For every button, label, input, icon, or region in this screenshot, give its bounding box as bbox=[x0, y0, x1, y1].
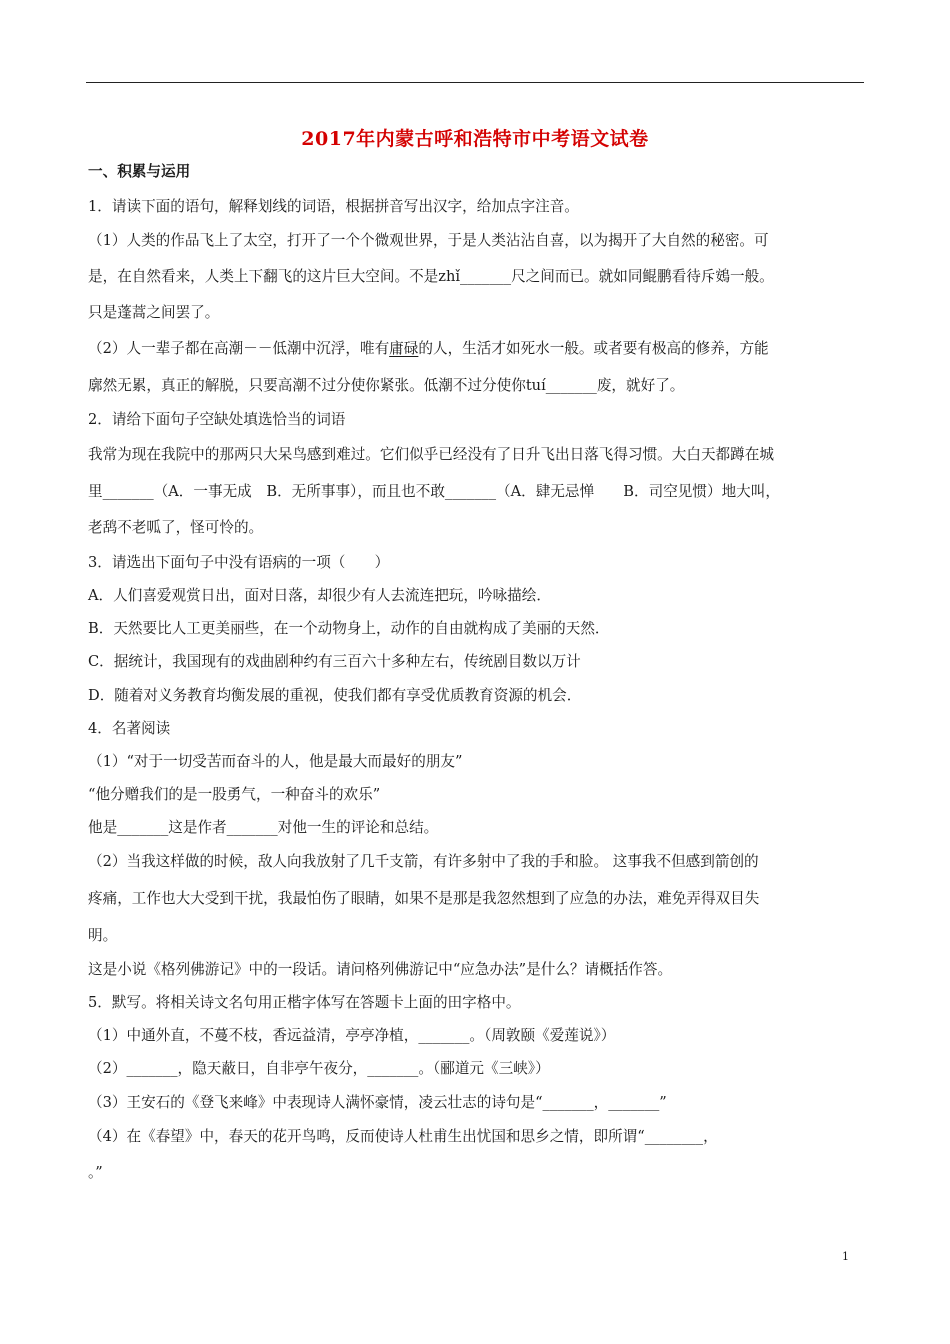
q1-p2-text-b: 的人，生活才如死水一般。或者要有极高的修养，方能 bbox=[418, 340, 769, 357]
q4-p2-line2: 疼痛，工作也大大受到干扰，我最怕伤了眼睛，如果不是那是我忽然想到了应急的办法，难免弄得双目失 bbox=[88, 890, 760, 907]
header-rule bbox=[86, 82, 864, 83]
q5-stem: 5．默写。将相关诗文名句用正楷字体写在答题卡上面的田字格中。 bbox=[88, 994, 521, 1011]
q4-p2-line1: （2）当我这样做的时候，敌人向我放射了几千支箭，有许多射中了我的手和脸。 这事我不但感到箭创的 bbox=[88, 853, 759, 870]
page-title: 2017年内蒙古呼和浩特市中考语文试卷 bbox=[301, 128, 649, 150]
q2-line2: 里_______（A．一事无成 B．无所事事），而且也不敢_______（A．肆无忌惮 B．司空见惯）地大叫， bbox=[88, 483, 780, 500]
q1-p1-line1: （1）人类的作品飞上了太空，打开了一个个微观世界，于是人类沾沾自喜，以为揭开了大自然的秘密。可 bbox=[88, 232, 769, 249]
underlined-word: 庸碌 bbox=[389, 340, 419, 357]
q5-item2: （2）_______，隐天蔽日，自非亭午夜分，_______。（郦道元《三峡》） bbox=[88, 1060, 550, 1077]
q4-p1-line2: “他分赠我们的是一股勇气，一种奋斗的欢乐” bbox=[88, 786, 381, 803]
q1-p1-line3: 只是蓬蒿之间罢了。 bbox=[88, 304, 220, 321]
q2-line1: 我常为现在我院中的那两只大呆鸟感到难过。它们似乎已经没有了日升飞出日落飞得习惯。大白天都蹲在城 bbox=[88, 446, 774, 463]
q2-stem: 2．请给下面句子空缺处填选恰当的词语 bbox=[88, 411, 346, 428]
q1-stem: 1．请读下面的语句，解释划线的词语，根据拼音写出汉字，给加点字注音。 bbox=[88, 198, 579, 215]
q5-item3: （3）王安石的《登飞来峰》中表现诗人满怀豪情，凌云壮志的诗句是“_______，_______” bbox=[88, 1094, 667, 1111]
q4-stem: 4．名著阅读 bbox=[88, 720, 171, 737]
q5-item4-line1: （4）在《春望》中，春天的花开鸟鸣，反而使诗人杜甫生出忧国和思乡之情，即所谓“________， bbox=[88, 1128, 718, 1145]
q1-p2-line2: 廓然无累，真正的解脱，只要高潮不过分使你紧张。低潮不过分使你tuí_______废，就好了。 bbox=[88, 377, 685, 394]
q5-item4-line2: 。” bbox=[88, 1164, 103, 1181]
q4-p2-question: 这是小说《格列佛游记》中的一段话。请问格列佛游记中“应急办法”是什么？请概括作答。 bbox=[88, 961, 673, 978]
q3-option-d: D．随着对义务教育均衡发展的重视，使我们都有享受优质教育资源的机会． bbox=[88, 687, 582, 704]
q1-p2-text-a: （2）人一辈子都在高潮－－低潮中沉浮，唯有 bbox=[88, 340, 390, 357]
page-number: 1 bbox=[842, 1250, 849, 1263]
q4-p2-line3: 明。 bbox=[88, 927, 118, 944]
q3-option-c: C．据统计，我国现有的戏曲剧种约有三百六十多种左右，传统剧目数以万计 bbox=[88, 653, 581, 670]
q5-item1: （1）中通外直，不蔓不枝，香远益清，亭亭净植，_______。（周敦颐《爱莲说》） bbox=[88, 1027, 616, 1044]
q4-p1-line1: （1）“对于一切受苦而奋斗的人，他是最大而最好的朋友” bbox=[88, 753, 463, 770]
q3-stem: 3．请选出下面句子中没有语病的一项（ ） bbox=[88, 554, 390, 571]
q3-option-b: B．天然要比人工更美丽些，在一个动物身上，动作的自由就构成了美丽的天然． bbox=[88, 620, 610, 637]
q3-option-a: A．人们喜爱观赏日出，面对日落，却很少有人去流连把玩，吟咏描绘． bbox=[88, 587, 551, 604]
q2-line3: 老鸹不老呱了，怪可怜的。 bbox=[88, 519, 264, 536]
q1-p2-line1 bbox=[88, 342, 868, 357]
q1-p1-line2: 是，在自然看来，人类上下翻飞的这片巨大空间。不是zhǐ_______尺之间而已。就如同鲲鹏看待斥鴳一般。 bbox=[88, 268, 774, 285]
section-heading: 一、积累与运用 bbox=[88, 163, 191, 180]
q4-p1-line3: 他是_______这是作者_______对他一生的评论和总结。 bbox=[88, 819, 439, 836]
